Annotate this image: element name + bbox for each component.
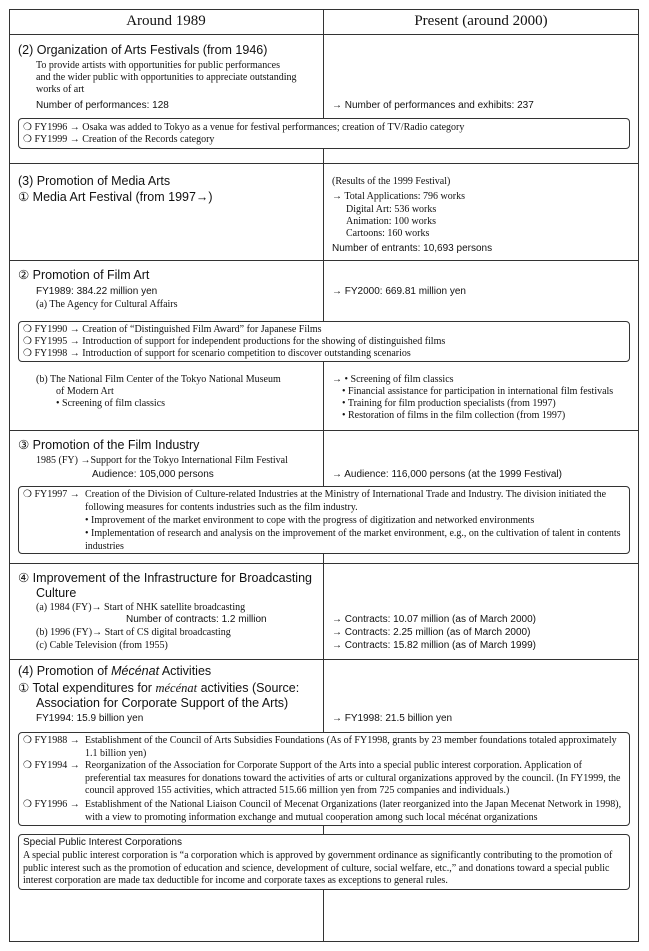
film-restoration: • Restoration of films in the film collection (from 1997) xyxy=(342,410,566,421)
spic-text: A special public interest corporation is “a corporation which is approved by government ordinance as significantly contributing to the promotion of public interest such as the promotion of education and science, development of culture, social welfare, etc.,” and donations toward a special public interest corporation are made tax deductible for income and corporate taxes as exceptions to general rules. xyxy=(23,850,613,886)
spic-title: Special Public Interest Corporations xyxy=(23,837,182,848)
cs-contracts-2000: → Contracts: 2.25 million (as of March 2000) xyxy=(332,627,531,638)
cs-digital: (b) 1996 (FY)→ Start of CS digital broadcasting xyxy=(36,627,231,638)
section-title-broadcasting-cont: Culture xyxy=(36,586,77,600)
row-divider xyxy=(9,563,639,564)
note-tag: ❍ FY1997 → xyxy=(23,489,80,500)
note-bullet: • Implementation of research and analysis on the improvement of the market environment, e.g., on the cultivation of talent in contents industries xyxy=(85,528,621,552)
film-center-label-cont: of Modern Art xyxy=(56,386,114,397)
arts-festival-notes-box xyxy=(18,118,630,149)
section-description: works of art xyxy=(36,84,85,95)
film-industry-notes-box xyxy=(18,486,630,554)
film-art-notes-box xyxy=(18,321,630,362)
film-budget-2000: → FY2000: 669.81 million yen xyxy=(332,286,466,297)
mecenat-sub-prefix: ① Total expenditures for xyxy=(18,681,156,695)
note-text: Establishment of the National Liaison Council of Mecenat Organizations (later reorganized into the Japan Mecenat Network in 1998), with a view to promoting information exchange and mutual cooperation among such local mécénat organizations xyxy=(85,799,622,823)
results-heading: (Results of the 1999 Festival) xyxy=(332,176,451,187)
media-art-festival: ① Media Art Festival (from 1997→) xyxy=(18,190,213,204)
section-title-film-industry: ③ Promotion of the Film Industry xyxy=(18,438,200,452)
row-divider xyxy=(9,430,639,431)
row-divider xyxy=(9,659,639,660)
performances-1989: Number of performances: 128 xyxy=(36,100,169,111)
animation-count: Animation: 100 works xyxy=(346,216,436,227)
performances-2000: → Number of performances and exhibits: 237 xyxy=(332,100,534,111)
film-training: • Training for film production specialists (from 1997) xyxy=(342,398,556,409)
note-bullet: • Improvement of the market environment to cope with the progress of digitization and networked environments xyxy=(85,515,535,526)
note-line: ❍ FY1999 → Creation of the Records category xyxy=(23,134,215,145)
section-description: To provide artists with opportunities for public performances xyxy=(36,60,280,71)
film-classics-1989: • Screening of film classics xyxy=(56,398,166,409)
mecenat-title-prefix: (4) Promotion of xyxy=(18,664,112,678)
section-title-arts-festivals: (2) Organization of Arts Festivals (from 1946) xyxy=(18,43,268,57)
mecenat-expenditures xyxy=(18,681,299,696)
mecenat-1994: FY1994: 15.9 billion yen xyxy=(36,713,144,724)
section-title-mecenat xyxy=(18,664,211,679)
cartoons-count: Cartoons: 160 works xyxy=(346,228,430,239)
total-applications: → Total Applications: 796 works xyxy=(332,191,465,202)
mecenat-source: Association for Corporate Support of the Arts) xyxy=(36,696,289,710)
section-title-media-arts: (3) Promotion of Media Arts xyxy=(18,174,171,188)
row-divider xyxy=(9,163,639,164)
tiff-support: 1985 (FY) →Support for the Tokyo International Film Festival xyxy=(36,455,288,466)
note-tag: ❍ FY1994 → xyxy=(23,760,80,771)
film-center-label: (b) The National Film Center of the Tokyo National Museum xyxy=(36,374,281,385)
digital-art-count: Digital Art: 536 works xyxy=(346,204,437,215)
audience-1999: → Audience: 116,000 persons (at the 1999 Festival) xyxy=(332,469,562,480)
mecenat-sub-italic: mécénat xyxy=(155,681,198,695)
film-festival-assistance: • Financial assistance for participation in international film festivals xyxy=(342,386,614,397)
mecenat-sub-suffix: activities (Source: xyxy=(197,681,300,695)
nhk-contracts-1989: Number of contracts: 1.2 million xyxy=(126,614,267,625)
cable-contracts-1999: → Contracts: 15.82 million (as of March 1999) xyxy=(332,640,536,651)
note-text: Establishment of the Council of Arts Subsidies Foundations (As of FY1998, grants by 23 member foundations totaled approximately 1.1 billion yen) xyxy=(85,735,617,759)
mecenat-title-italic: Mécénat xyxy=(111,664,160,678)
row-divider xyxy=(9,260,639,261)
note-line: ❍ FY1995 → Introduction of support for independent productions for the showing of distinguished films xyxy=(23,336,446,347)
section-title-film-art: ② Promotion of Film Art xyxy=(18,268,150,282)
mecenat-notes-box xyxy=(18,732,630,826)
agency-label: (a) The Agency for Cultural Affairs xyxy=(36,299,178,310)
note-line: ❍ FY1996 → Osaka was added to Tokyo as a venue for festival performances; creation of TV/Radio category xyxy=(23,122,465,133)
film-classics-2000: → • Screening of film classics xyxy=(332,374,454,385)
header-left: Around 1989 xyxy=(126,13,206,29)
film-budget-1989: FY1989: 384.22 million yen xyxy=(36,286,158,297)
section-title-broadcasting: ④ Improvement of the Infrastructure for Broadcasting xyxy=(18,571,312,585)
note-tag: ❍ FY1996 → xyxy=(23,799,80,810)
note-line: ❍ FY1998 → Introduction of support for scenario competition to discover outstanding scenarios xyxy=(23,348,411,359)
entrants-count: Number of entrants: 10,693 persons xyxy=(332,243,493,254)
nhk-satellite: (a) 1984 (FY)→ Start of NHK satellite broadcasting xyxy=(36,602,246,613)
mecenat-1998: → FY1998: 21.5 billion yen xyxy=(332,713,453,724)
spic-box xyxy=(18,834,630,890)
cable-tv: (c) Cable Television (from 1955) xyxy=(36,640,168,651)
nhk-contracts-2000: → Contracts: 10.07 million (as of March 2000) xyxy=(332,614,536,625)
note-text: Creation of the Division of Culture-related Industries at the Ministry of International Trade and Industry. The division initiated the following measures for contents industries such as the film industry. xyxy=(85,489,607,513)
section-description: and the wider public with opportunities to appreciate outstanding xyxy=(36,72,297,83)
note-tag: ❍ FY1988 → xyxy=(23,735,80,746)
table-header xyxy=(9,9,639,35)
header-right: Present (around 2000) xyxy=(414,13,548,29)
mecenat-title-suffix: Activities xyxy=(159,664,212,678)
audience-1985: Audience: 105,000 persons xyxy=(92,469,214,480)
note-line: ❍ FY1990 → Creation of “Distinguished Film Award” for Japanese Films xyxy=(23,324,322,335)
note-text: Reorganization of the Association for Corporate Support of the Arts into a special public interest corporation. Application of preferential tax measures for donations toward the activities of arts or cultural organizations approved by the council. (In FY1999, the council approved 155 activities, which attracted 515.66 million yen from 725 companies and individuals.) xyxy=(85,760,621,796)
